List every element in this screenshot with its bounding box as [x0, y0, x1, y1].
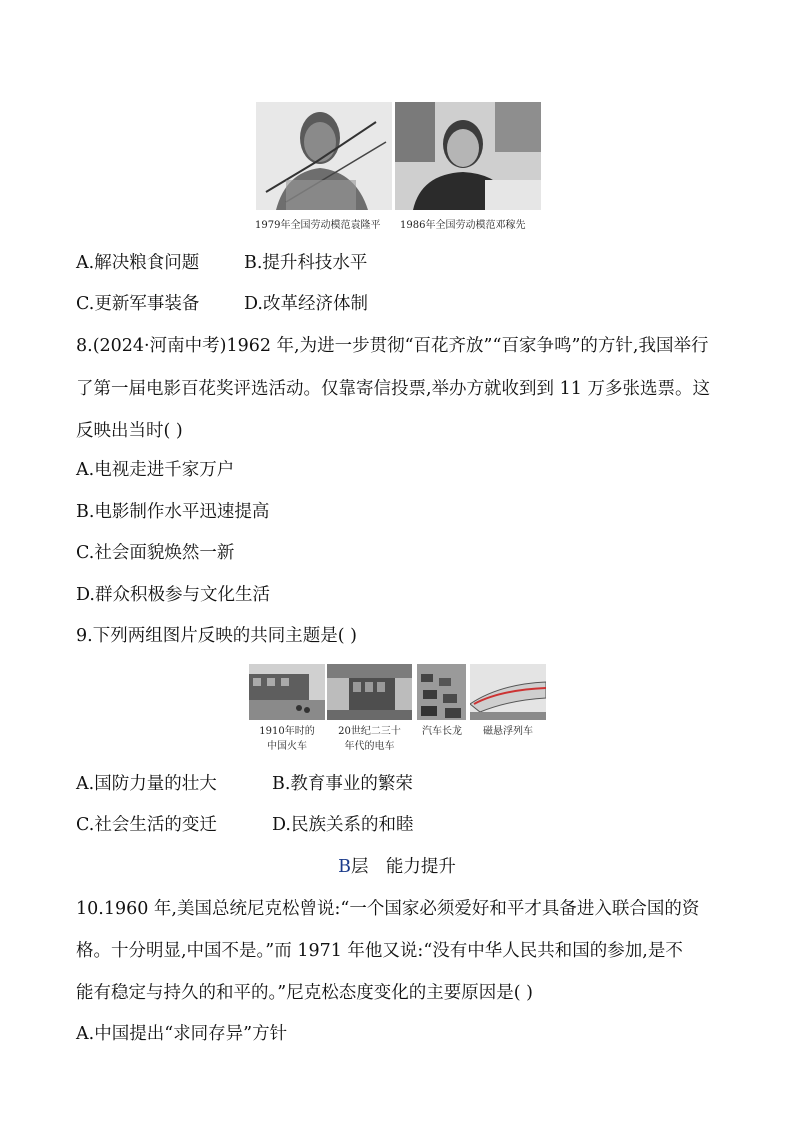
caption-1910-train-line2: 中国火车: [267, 741, 307, 752]
photo-traffic-jam: [417, 664, 466, 720]
q9-option-c: C.社会生活的变迁: [76, 815, 217, 835]
q10-stem-line-3: 能有稳定与持久的和平的。”尼克松态度变化的主要原因是( ): [76, 983, 533, 1003]
photo-tram: [327, 664, 412, 720]
photo-1910-train: [249, 664, 325, 720]
q9-stem: 9.下列两组图片反映的共同主题是( ): [76, 626, 357, 646]
photo-deng-jiaxian: [395, 102, 541, 210]
q10-option-a: A.中国提出“求同存异”方针: [76, 1024, 288, 1044]
q8-stem-line-3: 反映出当时( ): [76, 421, 183, 441]
section-heading: [0, 855, 794, 879]
caption-1910-train-line1: 1910年时的: [259, 726, 315, 737]
caption-tram-line2: 年代的电车: [344, 741, 395, 752]
photo-maglev: [470, 664, 546, 720]
caption-tram-line1: 20世纪二三十: [338, 726, 401, 737]
q7-option-b: B.提升科技水平: [244, 253, 368, 273]
photo-yuan-longping: [256, 102, 392, 210]
caption-yuan-longping: 1979年全国劳动模范袁隆平: [255, 220, 381, 231]
q7-option-d: D.改革经济体制: [244, 294, 368, 314]
q7-option-c: C.更新军事装备: [76, 294, 200, 314]
q7-option-a: A.解决粮食问题: [76, 253, 200, 273]
q8-option-c: C.社会面貌焕然一新: [76, 543, 235, 563]
caption-deng-jiaxian: 1986年全国劳动模范邓稼先: [400, 220, 526, 231]
q9-option-a: A.国防力量的壮大: [76, 774, 217, 794]
q9-option-b: B.教育事业的繁荣: [272, 774, 413, 794]
q8-option-b: B.电影制作水平迅速提高: [76, 502, 270, 522]
caption-traffic-jam: 汽车长龙: [422, 726, 462, 737]
q9-option-d: D.民族关系的和睦: [272, 815, 414, 835]
q10-stem-line-2: 格。十分明显,中国不是。”而 1971 年他又说:“没有中华人民共和国的参加,是不: [76, 941, 683, 961]
section-letter: B: [338, 857, 351, 877]
q8-option-d: D.群众积极参与文化生活: [76, 585, 270, 605]
q8-stem-line-2: 了第一届电影百花奖评选活动。仅靠寄信投票,举办方就收到到 11 万多张选票。这: [76, 379, 710, 399]
section-title: 层 能力提升: [350, 857, 456, 877]
q10-stem-line-1: 10.1960 年,美国总统尼克松曾说:“一个国家必须爱好和平才具备进入联合国的资: [76, 899, 700, 919]
caption-maglev: 磁悬浮列车: [483, 726, 533, 737]
q8-option-a: A.电视走进千家万户: [76, 460, 235, 480]
q8-stem-line-1: 8.(2024·河南中考)1962 年,为进一步贯彻“百花齐放”“百家争鸣”的方针,我国举行: [76, 336, 709, 356]
